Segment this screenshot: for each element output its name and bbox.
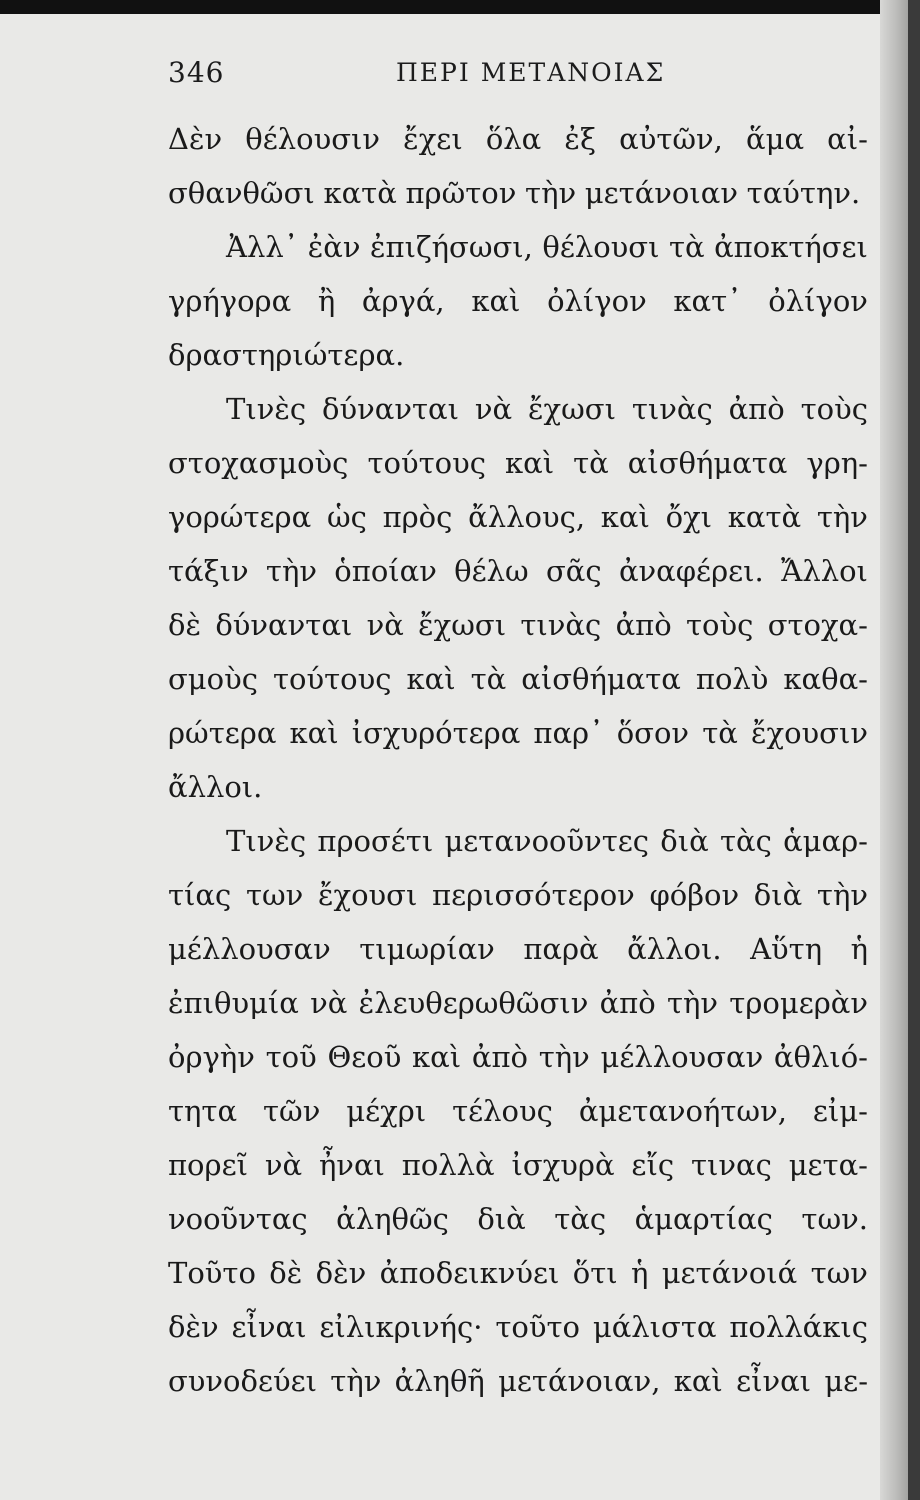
word: ἀμετανοήτων, xyxy=(578,1094,787,1128)
word: ἀληθῆ xyxy=(394,1364,485,1398)
word: ὀλίγον xyxy=(768,284,868,318)
word: τὴν xyxy=(666,986,719,1020)
word: παρ᾽ xyxy=(533,716,604,750)
text-line xyxy=(168,1030,868,1084)
text-line xyxy=(168,1354,868,1408)
word: Αὕτη xyxy=(750,932,823,966)
word: τινας xyxy=(690,1148,772,1182)
word: ὅσον xyxy=(616,716,690,750)
word: ὄχι xyxy=(665,500,713,534)
word: μετάνοιά xyxy=(661,1256,798,1290)
word: διὰ xyxy=(660,824,709,858)
text-line xyxy=(168,490,868,544)
word: καὶ xyxy=(673,1364,723,1398)
word: κατὰ xyxy=(323,176,397,210)
word: δὲν xyxy=(168,1310,219,1344)
word: μετάνοιαν xyxy=(584,176,738,210)
word: εἴς xyxy=(631,1148,675,1182)
word: σθανθῶσι xyxy=(168,176,315,210)
word: ἔχωσι xyxy=(527,392,616,426)
word: σμοὺς xyxy=(168,662,258,696)
word: περισσότερον xyxy=(432,878,635,912)
word: γρη- xyxy=(806,446,868,480)
word: πολλάκις xyxy=(729,1310,868,1344)
text-line xyxy=(168,1138,868,1192)
word: μάλιστα xyxy=(592,1310,717,1344)
word: τούτους xyxy=(367,446,486,480)
page-number: 346 xyxy=(168,56,225,89)
word: μέλλουσαν xyxy=(168,932,331,966)
word: ἄλλοι. xyxy=(168,770,263,804)
word: ἡ xyxy=(630,1256,649,1290)
page-header xyxy=(168,56,868,96)
word: ἐπιζήσωσι, xyxy=(369,230,533,264)
word: ἀποκτήσει xyxy=(714,230,868,264)
word: ἀπὸ xyxy=(599,986,656,1020)
text-line xyxy=(168,760,868,814)
text-line xyxy=(168,814,868,868)
word: ἄλλους, xyxy=(468,500,586,534)
word: αἰσθήματα xyxy=(627,446,788,480)
word: φόβον xyxy=(649,878,740,912)
word: κατὰ xyxy=(727,500,802,534)
word: εἶναι xyxy=(231,1310,307,1344)
text-line xyxy=(168,382,868,436)
text-line xyxy=(168,1246,868,1300)
word: ἀπὸ xyxy=(728,392,785,426)
word: τινὰς xyxy=(520,608,602,642)
word: θέλουσι xyxy=(542,230,660,264)
word: τὰ xyxy=(470,662,507,696)
word: εἶναι xyxy=(736,1364,812,1398)
word: τινὰς xyxy=(631,392,713,426)
text-line xyxy=(168,706,868,760)
word: ἀπὸ xyxy=(471,1040,528,1074)
word: ἔχουσι xyxy=(317,878,418,912)
word: δύνανται xyxy=(322,392,459,426)
text-line xyxy=(168,1300,868,1354)
word: συνοδεύει xyxy=(168,1364,318,1398)
word: διὰ xyxy=(477,1202,526,1236)
word: μετανοοῦντες xyxy=(444,824,650,858)
word: των xyxy=(810,1256,868,1290)
word: ἦναι xyxy=(318,1148,385,1182)
word: πορεῖ xyxy=(168,1148,248,1182)
word: Τινὲς xyxy=(226,824,307,858)
word: ἢ xyxy=(317,284,336,318)
word: ἔχουσιν xyxy=(750,716,868,750)
word: τούτους xyxy=(272,662,392,696)
word: τὴν xyxy=(330,1364,382,1398)
word: ἀπὸ xyxy=(615,608,672,642)
word: καὶ xyxy=(600,500,650,534)
word: μέχρι xyxy=(346,1094,427,1128)
word: δὲ xyxy=(269,1256,303,1290)
word: στοχασμοὺς xyxy=(168,446,349,480)
word: τὰ xyxy=(668,230,705,264)
word: των xyxy=(245,878,304,912)
word: αὐτῶν, xyxy=(619,122,723,156)
word: γρήγορα xyxy=(168,284,292,318)
word: καὶ xyxy=(289,716,339,750)
word: δραστηριώτερα. xyxy=(168,338,405,372)
word: ἔχει xyxy=(403,122,463,156)
word: πολὺ xyxy=(695,662,769,696)
word: κατ᾽ xyxy=(673,284,742,318)
word: τὰ xyxy=(702,716,738,750)
text-line xyxy=(168,922,868,976)
text-line xyxy=(168,544,868,598)
word: δὲν xyxy=(315,1256,367,1290)
word: ἐὰν xyxy=(307,230,361,264)
word: με- xyxy=(824,1364,868,1398)
word: τὴν xyxy=(265,554,317,588)
word: τητα xyxy=(168,1094,238,1128)
page-top-edge xyxy=(0,0,920,14)
word: ταύτην. xyxy=(746,176,861,210)
word: ἄλλοι. xyxy=(627,932,722,966)
word: τίας xyxy=(168,878,232,912)
word: μέλλουσαν xyxy=(600,1040,764,1074)
word: πρὸς xyxy=(382,500,453,534)
word: νὰ xyxy=(366,608,404,642)
word: ἅμα xyxy=(746,122,805,156)
word: Δὲν xyxy=(168,122,223,156)
word: τρομερὰν xyxy=(729,986,868,1020)
word: τὴν xyxy=(816,500,868,534)
word: παρὰ xyxy=(523,932,599,966)
word: ἐπιθυμία xyxy=(168,986,299,1020)
word: ἀργά, xyxy=(361,284,445,318)
word: ὁποίαν xyxy=(334,554,437,588)
word: νὰ xyxy=(264,1148,303,1182)
word: προσέτι xyxy=(317,824,434,858)
word: δύνανται xyxy=(215,608,353,642)
word: μετα- xyxy=(788,1148,868,1182)
text-line xyxy=(168,1192,868,1246)
word: ρώτερα xyxy=(168,716,277,750)
text-line xyxy=(168,112,868,166)
word: αἰσθήματα xyxy=(521,662,681,696)
word: ἐξ xyxy=(564,122,596,156)
word: καθα- xyxy=(783,662,868,696)
word: τὰ xyxy=(573,446,609,480)
word: νὰ xyxy=(474,392,513,426)
text-line xyxy=(168,274,868,328)
word: ἔχωσι xyxy=(418,608,507,642)
word: ὀλίγον xyxy=(547,284,647,318)
word: σᾶς xyxy=(546,554,602,588)
word: τὰς xyxy=(554,1202,607,1236)
word: τὴν xyxy=(816,878,868,912)
word: τὴν xyxy=(525,176,577,210)
word: ἀληθῶς xyxy=(336,1202,449,1236)
word: πολλὰ xyxy=(401,1148,495,1182)
word: των. xyxy=(801,1202,868,1236)
text-line xyxy=(168,436,868,490)
word: τοῦτο xyxy=(495,1310,581,1344)
word: ἰσχυρότερα xyxy=(351,716,521,750)
text-line xyxy=(168,166,868,220)
text-line xyxy=(168,652,868,706)
body-text xyxy=(168,112,868,1408)
word: ὡς xyxy=(326,500,367,534)
word: ἀποδεικνύει xyxy=(379,1256,560,1290)
text-line xyxy=(168,220,868,274)
text-line xyxy=(168,976,868,1030)
word: τοὺς xyxy=(800,392,868,426)
word: πρῶτον xyxy=(405,176,517,210)
word: Θεοῦ xyxy=(327,1040,402,1074)
word: νοοῦντας xyxy=(168,1202,308,1236)
text-line xyxy=(168,328,868,382)
word: ὅτι xyxy=(572,1256,618,1290)
word: Τινὲς xyxy=(226,392,307,426)
word: Ἄλλοι xyxy=(781,554,868,588)
word: ἁμαρτίας xyxy=(634,1202,773,1236)
word: τέλους xyxy=(452,1094,553,1128)
word: τὴν xyxy=(538,1040,590,1074)
text-line xyxy=(168,868,868,922)
word: τιμωρίαν xyxy=(359,932,495,966)
word: ἁμαρ- xyxy=(783,824,868,858)
word: αἰ- xyxy=(827,122,868,156)
text-line xyxy=(168,1084,868,1138)
word: νὰ xyxy=(310,986,348,1020)
word: καὶ xyxy=(412,1040,462,1074)
text-line xyxy=(168,598,868,652)
word: ὅλα xyxy=(485,122,542,156)
word: Ἀλλ᾽ xyxy=(226,230,299,264)
word: διὰ xyxy=(753,878,803,912)
word: τὰς xyxy=(719,824,772,858)
page-right-shadow xyxy=(908,0,920,1500)
word: στοχα- xyxy=(767,608,868,642)
word: μετάνοιαν, xyxy=(498,1364,661,1398)
word: τάξιν xyxy=(168,554,249,588)
word: εἰλικρινής· xyxy=(319,1310,483,1344)
word: ἐλευθερωθῶσιν xyxy=(358,986,589,1020)
word: τοὺς xyxy=(686,608,754,642)
word: Τοῦτο xyxy=(168,1256,256,1290)
word: δὲ xyxy=(168,608,202,642)
word: ὀργὴν xyxy=(168,1040,255,1074)
word: τῶν xyxy=(263,1094,321,1128)
word: ἡ xyxy=(850,932,868,966)
word: γορώτερα xyxy=(168,500,312,534)
word: ἰσχυρὰ xyxy=(511,1148,615,1182)
running-title: ΠΕΡΙ ΜΕΤΑΝΟΙΑΣ xyxy=(396,58,666,87)
word: ἀθλιό- xyxy=(773,1040,868,1074)
word: καὶ xyxy=(471,284,521,318)
word: εἰμ- xyxy=(812,1094,868,1128)
word: ἀναφέρει. xyxy=(618,554,764,588)
word: καὶ xyxy=(504,446,555,480)
word: θέλουσιν xyxy=(245,122,381,156)
word: τοῦ xyxy=(265,1040,317,1074)
word: θέλω xyxy=(454,554,529,588)
word: καὶ xyxy=(406,662,456,696)
